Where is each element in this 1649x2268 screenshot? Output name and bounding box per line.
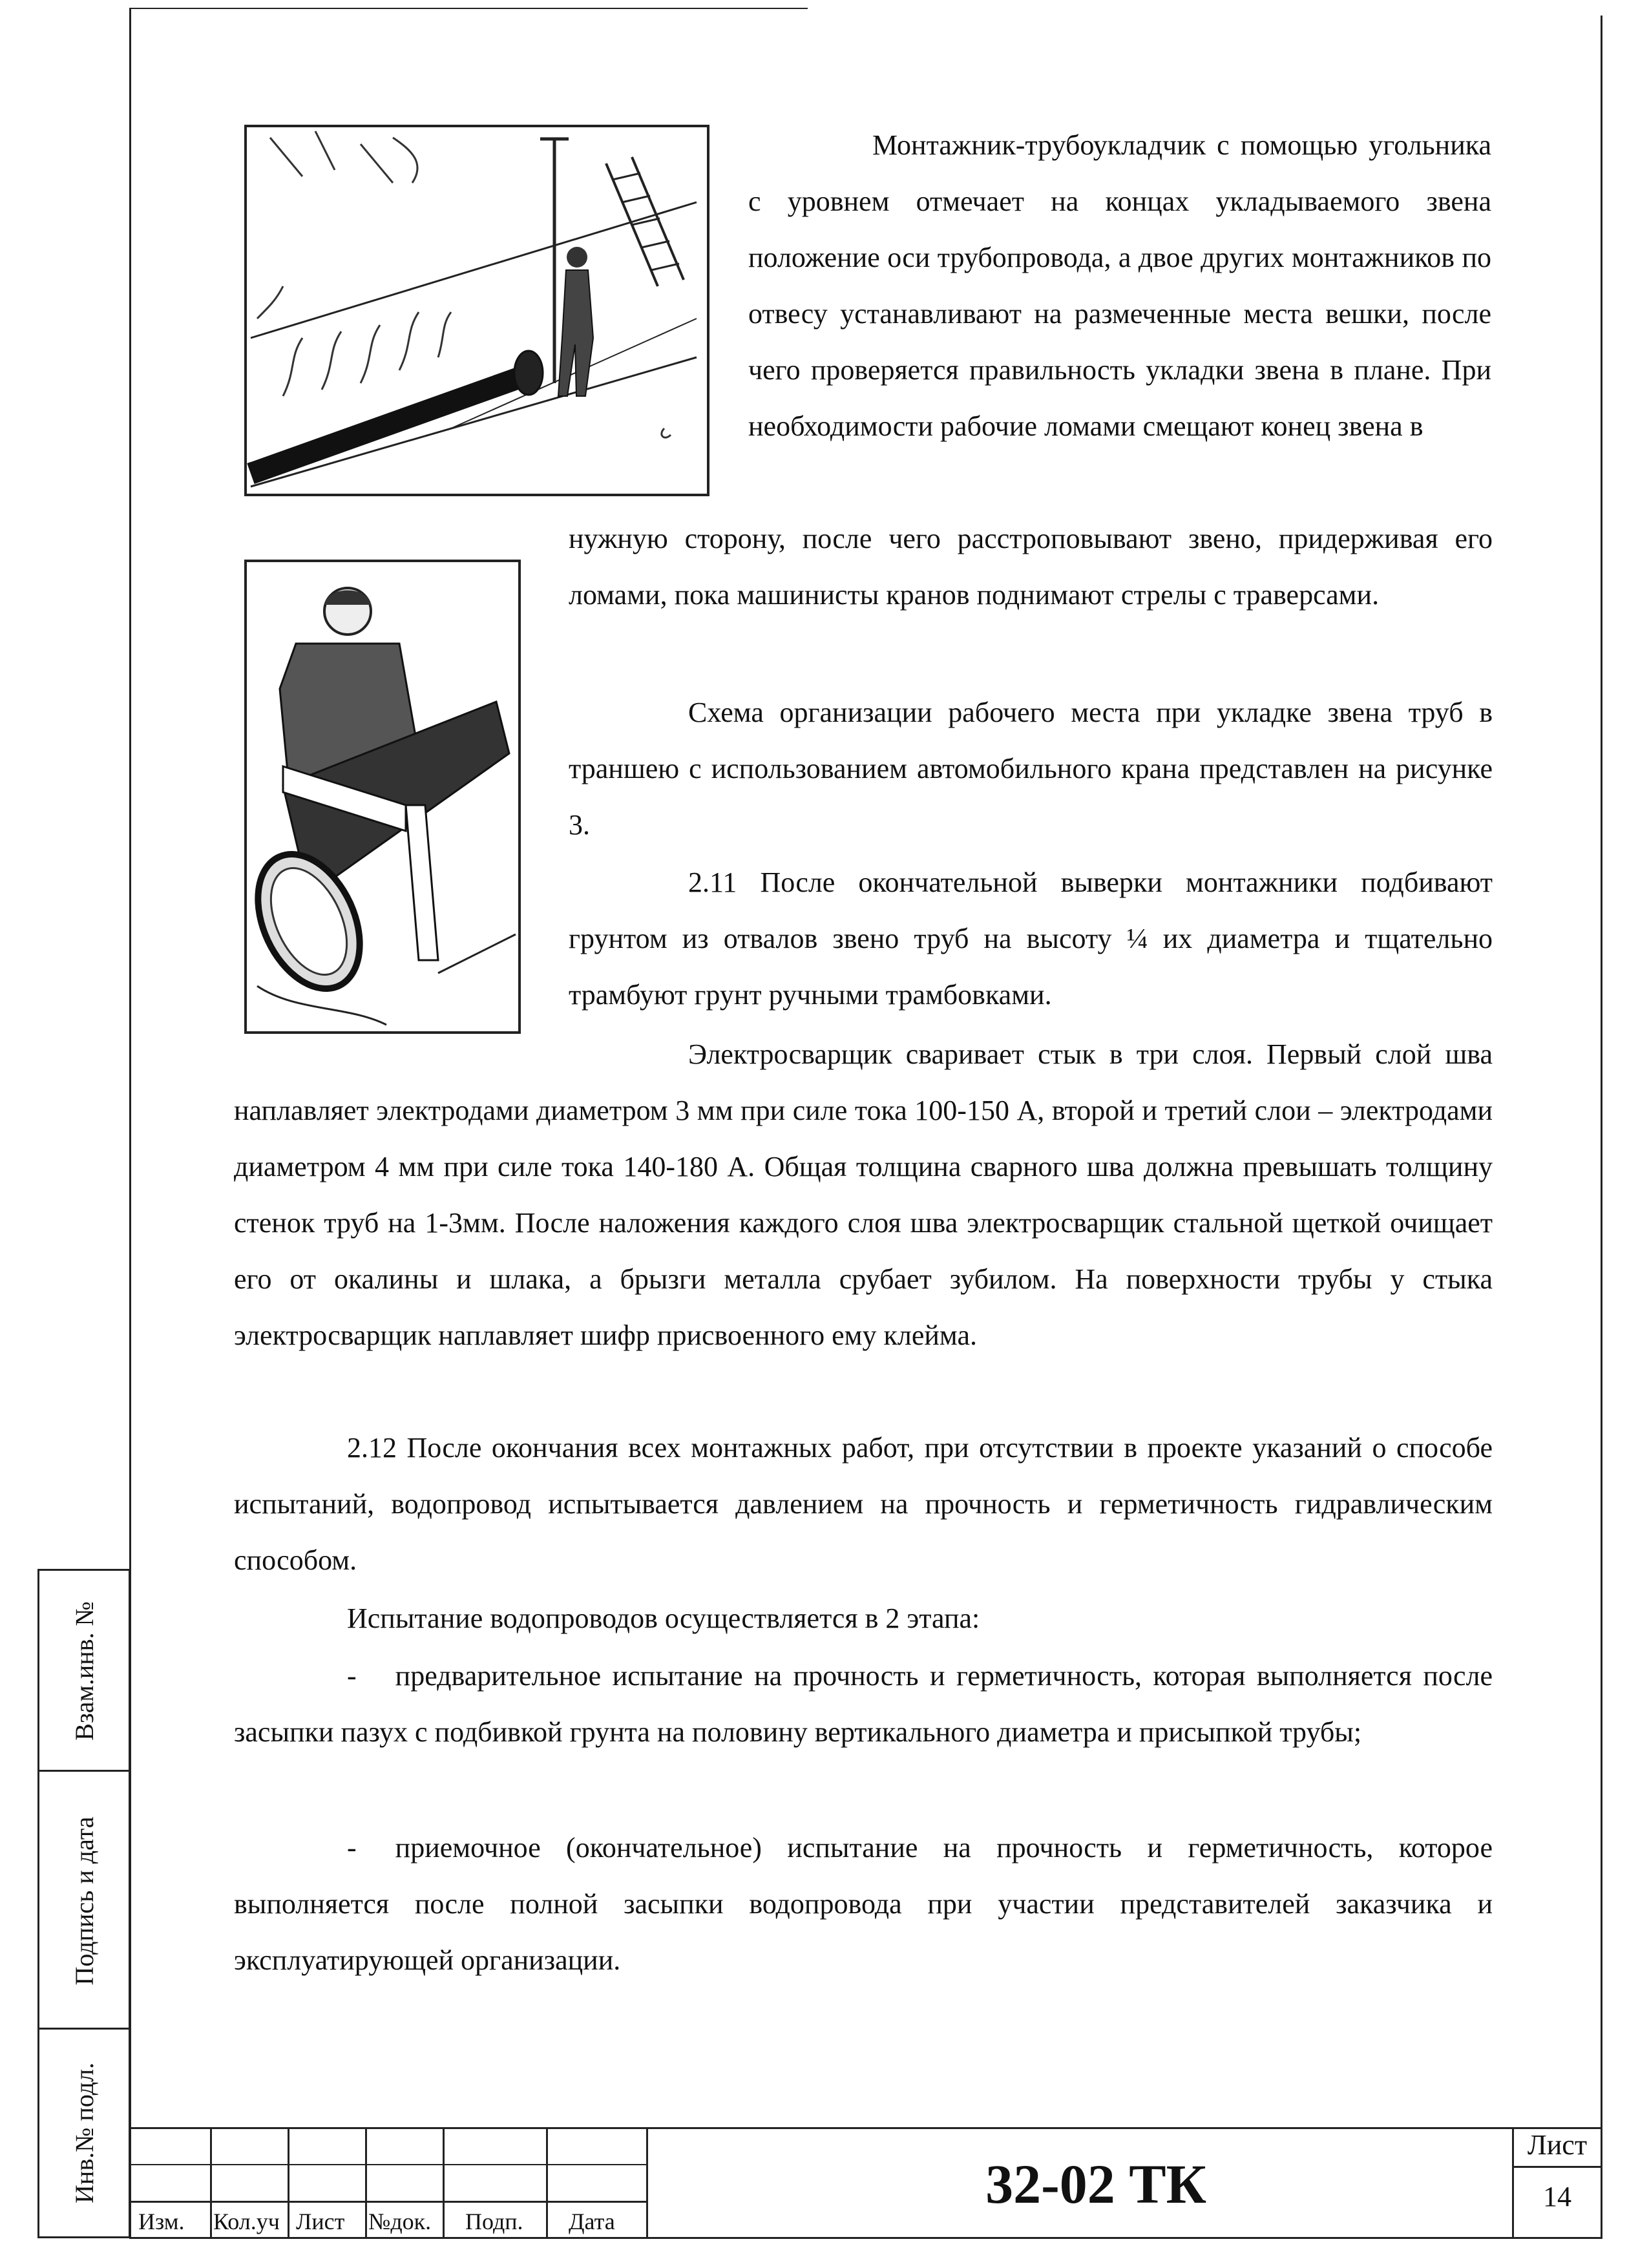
title-block-sheet-divider bbox=[1512, 2166, 1602, 2168]
sheet-label: Лист bbox=[1527, 2129, 1588, 2161]
column-label-signature: Подп. bbox=[465, 2209, 523, 2234]
list-item-preliminary-test bbox=[234, 1648, 1493, 1760]
title-block-col-line bbox=[288, 2127, 289, 2239]
side-cell-inv-original bbox=[37, 2028, 131, 2238]
list-marker: - bbox=[347, 1660, 357, 1692]
column-label-doc-number: №док. bbox=[368, 2209, 432, 2234]
side-label-swap-inv: Взам.инв. № bbox=[70, 1601, 99, 1741]
title-block-col-line bbox=[546, 2127, 548, 2239]
column-label-date: Дата bbox=[569, 2209, 615, 2234]
column-label-change: Изм. bbox=[138, 2209, 185, 2234]
paragraph-unslinging: нужную сторону, после чего расстроповывают звено, придерживая его ломами, пока машинисты кранов поднимают стрелы с траверсами. bbox=[569, 523, 1493, 611]
title-block-col-line bbox=[365, 2127, 367, 2239]
title-block-row-line bbox=[129, 2201, 646, 2203]
paragraph-workplace-scheme: Схема организации рабочего места при укладке звена труб в траншею с использованием автомобильного крана представлен на рисунке 3. bbox=[569, 697, 1493, 841]
title-block-top-line bbox=[129, 2127, 1602, 2129]
paragraph-test-stages: Испытание водопроводов осуществляется в 2 этапа: bbox=[347, 1602, 980, 1634]
paragraph-marking-axis: Монтажник-трубоукладчик с помощью угольника с уровнем отмечает на концах укладываемого звена положение оси трубопровода, а двое других монтажников по отвесу устанавливают на размеченные места вешки, после чего проверяется правильность укладки звена в плане. При необходимости рабочие ломами смещают конец звена в bbox=[748, 129, 1491, 442]
frame-right-line bbox=[1601, 16, 1602, 2238]
list-item-acceptance-test bbox=[234, 1820, 1493, 1988]
frame-top-line bbox=[129, 8, 808, 9]
title-block-row-line bbox=[129, 2164, 646, 2165]
side-label-inv-original: Инв.№ подл. bbox=[70, 2063, 99, 2203]
pipe-end-gauge-illustration bbox=[244, 560, 521, 1034]
trench-marking-illustration bbox=[244, 125, 709, 496]
document-code: 32-02 ТК bbox=[985, 2153, 1206, 2215]
sheet-number: 14 bbox=[1543, 2181, 1571, 2212]
side-label-signature-date: Подпись и дата bbox=[70, 1816, 99, 1986]
list-item-text: приемочное (окончательное) испытание на прочность и герметичность, которое выполняется после полной засыпки водопровода при участии представителей заказчика и эксплуатирующей организации. bbox=[234, 1832, 1493, 1976]
side-stamp bbox=[37, 1569, 131, 2238]
side-cell-swap-inv bbox=[37, 1569, 131, 1772]
title-block-col-line bbox=[646, 2127, 648, 2239]
paragraph-2-11-backfill: 2.11 После окончательной выверки монтажники подбивают грунтом из отвалов звено труб на высоту ¼ их диаметра и тщательно трамбуют грунт ручными трамбовками. bbox=[569, 866, 1493, 1011]
list-item-text: предварительное испытание на прочность и герметичность, которая выполняется после засыпки пазух с подбивкой грунта на половину вертикального диаметра и присыпкой трубы; bbox=[234, 1660, 1493, 1748]
paragraph-welding: Электросварщик сваривает стык в три слоя. Первый слой шва наплавляет электродами диаметром 3 мм при силе тока 100-150 А, второй и третий слои – электродами диаметром 4 мм при силе тока 140-180 А. Общая толщина сварного шва должна превышать толщину стенок труб на 1-3мм. После наложения каждого слоя шва электросварщик стальной щеткой очищает его от окалины и шлака, а брызги металла срубает зубилом. На поверхности трубы у стыка электросварщик наплавляет шифр присвоенного ему клейма. bbox=[234, 1038, 1493, 1351]
paragraph-2-12-testing: 2.12 После окончания всех монтажных работ, при отсутствии в проекте указаний о способе испытаний, водопровод испытывается давлением на прочность и герметичность гидравлическим способом. bbox=[234, 1432, 1493, 1576]
column-label-sheet: Лист bbox=[296, 2209, 345, 2234]
side-cell-signature-date bbox=[37, 1770, 131, 2030]
column-label-count: Кол.уч bbox=[213, 2209, 280, 2234]
title-block-col-line bbox=[210, 2127, 212, 2239]
title-block-col-line bbox=[443, 2127, 445, 2239]
list-marker: - bbox=[347, 1832, 357, 1864]
